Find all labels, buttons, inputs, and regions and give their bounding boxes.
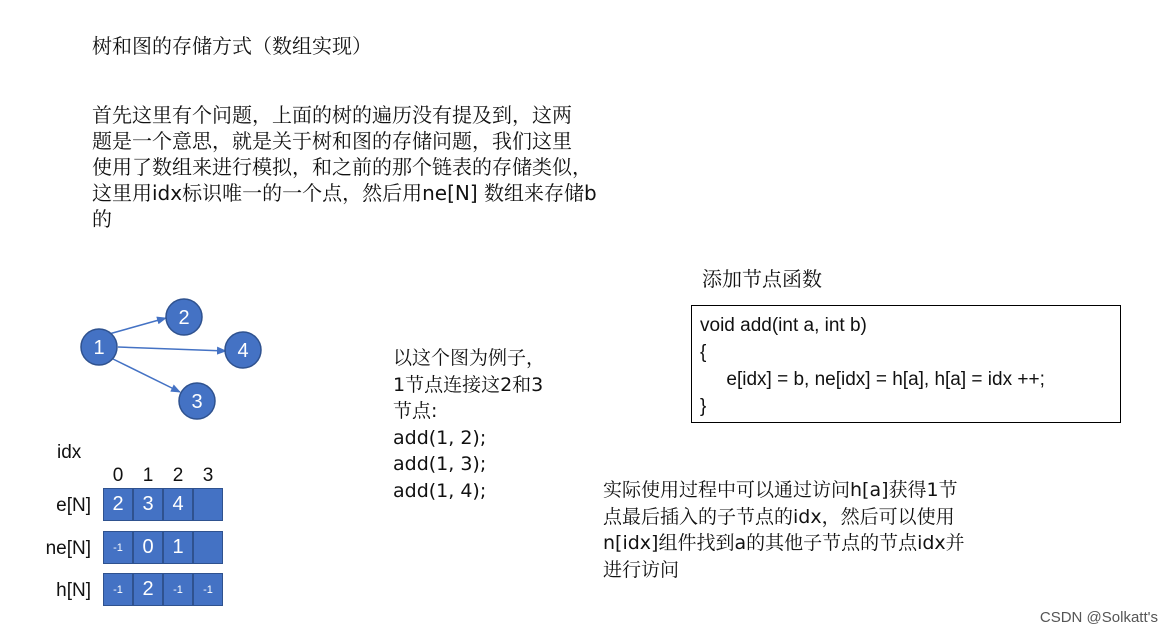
edge-1-4 [118,347,226,351]
example-line: add(1, 4); [393,479,487,502]
index-label: 0 [112,465,124,486]
array-cell [193,531,223,564]
array-cell: 0 [133,531,163,564]
array-row-label: h[N] [56,580,91,601]
array-row-label: ne[N] [45,538,91,559]
graph-node-3-label: 3 [191,391,203,413]
code-line: } [700,396,707,417]
intro-line: 首先这里有个问题，上面的树的遍历没有提及到，这两 [92,103,572,127]
usage-line: 实际使用过程中可以通过访问h[a]获得1节 [603,479,958,501]
example-text [393,345,545,504]
array-cell [193,488,223,521]
usage-line: 进行访问 [603,558,680,581]
graph-node-1-label: 1 [93,337,105,359]
example-line: 1节点连接这2和3 [393,373,544,396]
array-cell: -1 [193,573,223,606]
edge-1-2 [109,318,166,334]
code-line: { [700,342,707,363]
array-row-label: e[N] [56,495,91,516]
array-cell: -1 [103,531,133,564]
usage-note [603,477,965,583]
example-line: 以这个图为例子， [393,347,546,369]
array-cell: -1 [163,573,193,606]
array-cell: 4 [163,488,193,521]
edge-1-3 [113,359,180,392]
watermark: CSDN @Solkatt's [1039,609,1158,626]
index-label: 2 [172,465,184,486]
page-title: 树和图的存储方式（数组实现） [92,34,372,58]
index-label: 1 [142,465,154,486]
code-line: e[idx] = b, ne[idx] = h[a], h[a] = idx ++; [700,369,1045,390]
example-line: add(1, 3); [393,453,487,475]
code-line: void add(int a, int b) [700,315,867,336]
intro-line: 的 [92,207,112,231]
code-block [691,305,1121,423]
usage-line: 点最后插入的子节点的idx，然后可以使用 [603,505,955,528]
index-label: 3 [202,465,214,486]
function-title: 添加节点函数 [702,267,822,291]
idx-label: idx [57,442,82,463]
usage-line: n[idx]组件找到a的其他子节点的节点idx并 [603,532,965,554]
intro-line: 题是一个意思，就是关于树和图的存储问题，我们这里 [92,129,572,153]
graph-node-2-label: 2 [178,307,190,329]
array-cell: 2 [103,488,133,521]
graph-node-4-label: 4 [237,340,249,362]
example-line: 节点: [393,400,438,422]
intro-line: 使用了数组来进行模拟，和之前的那个链表的存储类似， [92,155,592,179]
array-cell: 2 [133,573,163,606]
example-line: add(1, 2); [393,426,487,449]
array-cell: 3 [133,488,163,521]
array-cell: -1 [103,573,133,606]
array-cell: 1 [163,531,193,564]
intro-line: 这里用idx标识唯一的一个点，然后用ne[N] 数组来存储b [92,181,597,205]
intro-paragraph [92,102,652,232]
graph-diagram [72,290,272,430]
